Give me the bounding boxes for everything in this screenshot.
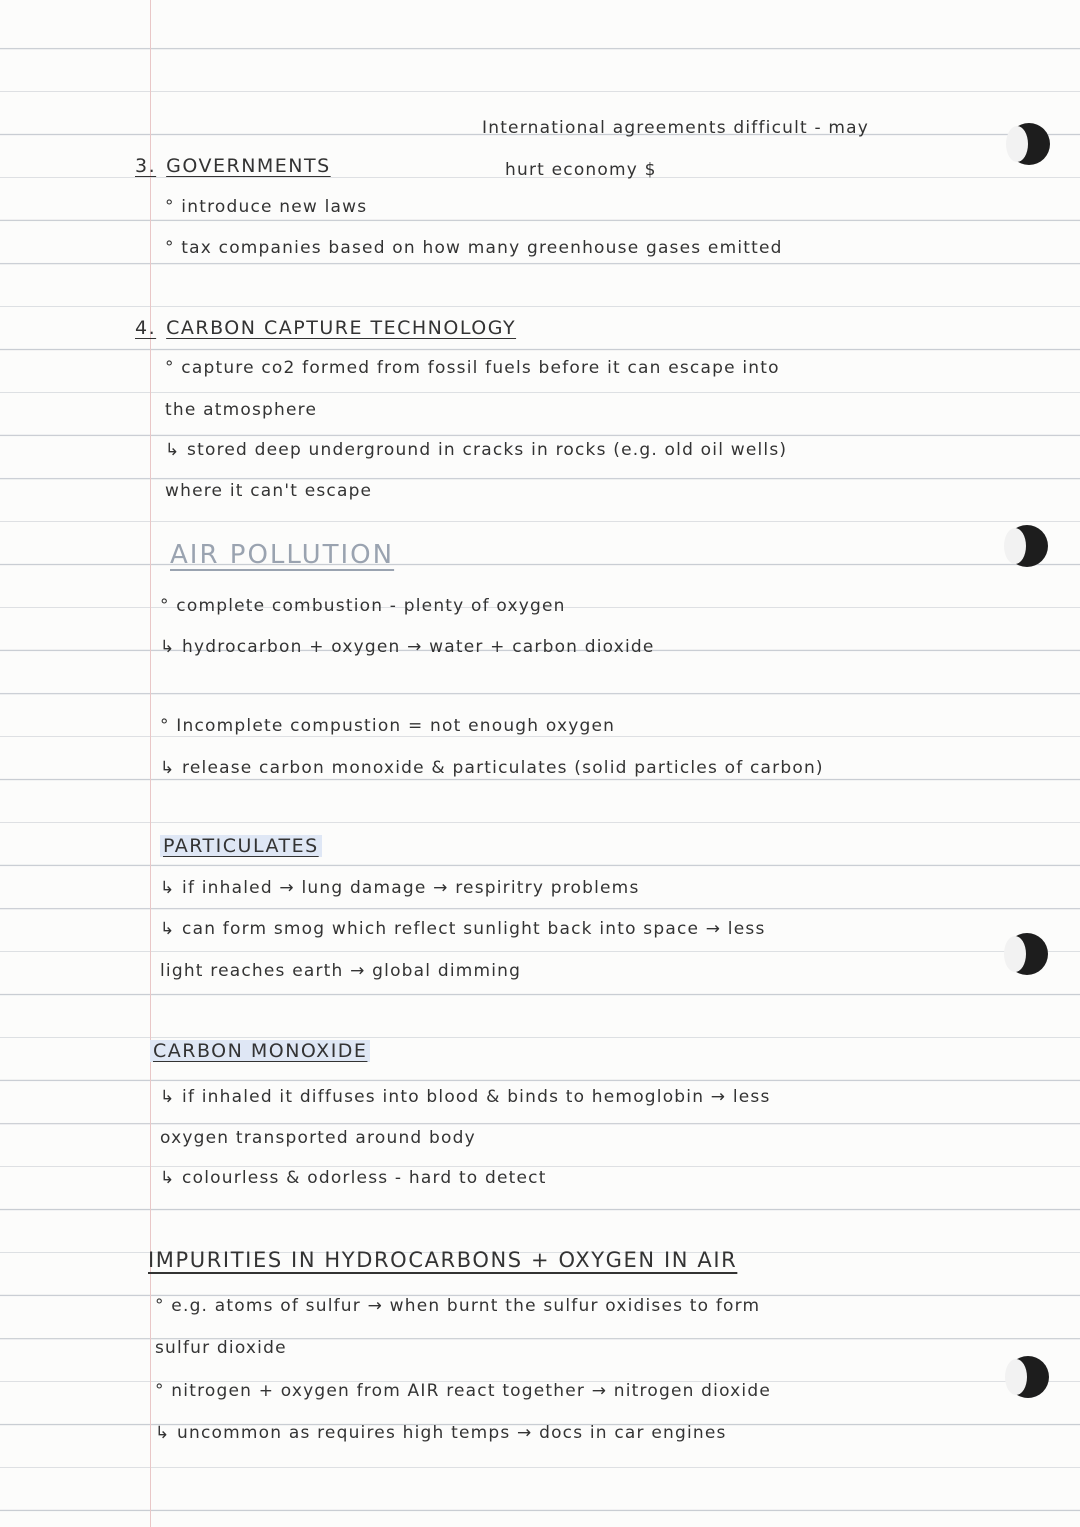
gov-item-tax: ° tax companies based on how many greenhouse gases emitted — [165, 238, 783, 258]
impurities-line-2: sulfur dioxide — [155, 1338, 287, 1358]
governments-heading — [135, 155, 331, 177]
cc-line-3: ↳ stored deep underground in cracks in rocks (e.g. old oil wells) — [165, 440, 788, 460]
governments-title: GOVERNMENTS — [166, 155, 331, 177]
co-line-1: ↳ if inhaled it diffuses into blood & binds to hemoglobin → less — [160, 1087, 771, 1107]
particulates-title: PARTICULATES — [160, 835, 322, 857]
carbon-monoxide-heading — [150, 1040, 370, 1062]
punch-hole — [1008, 123, 1050, 165]
impurities-line-3: ° nitrogen + oxygen from AIR react together → nitrogen dioxide — [155, 1381, 772, 1401]
incomplete-combustion-line: ° Incomplete compustion = not enough oxygen — [160, 716, 616, 736]
intl-agreements-line2: hurt economy $ — [505, 160, 657, 180]
punch-hole — [1007, 1356, 1049, 1398]
intl-agreements-line1: International agreements difficult - may — [482, 118, 870, 138]
particulates-line-2: ↳ can form smog which reflect sunlight back into space → less — [160, 919, 766, 939]
complete-combustion-line: ° complete combustion - plenty of oxygen — [160, 596, 566, 616]
impurities-heading: IMPURITIES IN HYDROCARBONS + OXYGEN IN AIR — [148, 1248, 738, 1272]
particulates-line-1: ↳ if inhaled → lung damage → respiritry problems — [160, 878, 640, 898]
margin-line — [150, 0, 151, 1527]
governments-number: 3. — [135, 155, 157, 177]
particulates-line-3: light reaches earth → global dimming — [160, 961, 522, 981]
punch-hole — [1006, 525, 1048, 567]
carbon-capture-heading — [135, 317, 516, 339]
air-pollution-heading: AIR POLLUTION — [170, 540, 395, 570]
incomplete-combustion-result: ↳ release carbon monoxide & particulates (solid particles of carbon) — [160, 758, 824, 778]
carbon-capture-title: CARBON CAPTURE TECHNOLOGY — [166, 317, 517, 339]
complete-combustion-equation: ↳ hydrocarbon + oxygen → water + carbon dioxide — [160, 637, 655, 657]
cc-line-4: where it can't escape — [165, 481, 373, 501]
carbon-capture-number: 4. — [135, 317, 157, 339]
carbon-monoxide-title: CARBON MONOXIDE — [150, 1040, 370, 1062]
particulates-heading — [160, 835, 322, 857]
cc-line-1: ° capture co2 formed from fossil fuels before it can escape into — [165, 358, 780, 378]
gov-item-laws: ° introduce new laws — [165, 197, 368, 217]
cc-line-2: the atmosphere — [165, 400, 318, 420]
punch-hole — [1006, 933, 1048, 975]
co-line-3: ↳ colourless & odorless - hard to detect — [160, 1168, 547, 1188]
co-line-2: oxygen transported around body — [160, 1128, 476, 1148]
impurities-line-1: ° e.g. atoms of sulfur → when burnt the sulfur oxidises to form — [155, 1296, 761, 1316]
impurities-line-4: ↳ uncommon as requires high temps → docs in car engines — [155, 1423, 727, 1443]
